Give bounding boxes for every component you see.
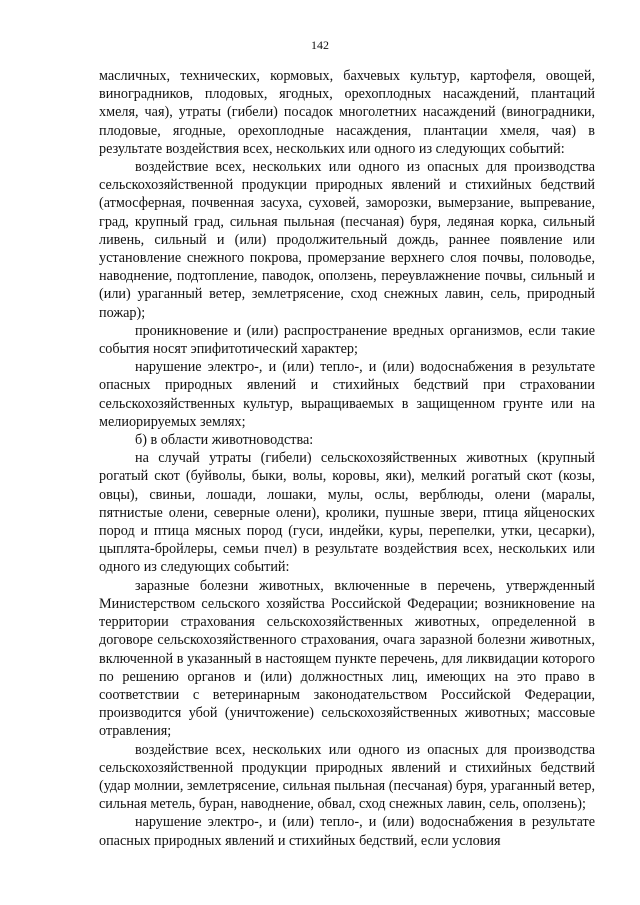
paragraph-utilities-livestock: нарушение электро-, и (или) тепло-, и (или) водоснабжения в результате опасных природных явлений и стихийных бедствий, если условия [99,814,595,849]
paragraph-animal-diseases: заразные болезни животных, включенные в перечень, утвержденный Министерством сельского хозяйства Российской Федерации; возникновение на территории страхования сельскохозяйственных животных, определенной в договоре сельскохозяйственного страхования, очага заразной болезни животных, включенной в указанный в настоящем пункте перечень, для ликвидации которого по решению органов и (или) должностных лиц, имеющих на это право в соответствии с ветеринарным законодательством Российской Федерации, производится убой (уничтожение) сельскохозяйственных животных; массовые отравления; [99,577,595,740]
page-number: 142 [311,38,329,52]
document-body [99,67,595,850]
paragraph-livestock-loss: на случай утраты (гибели) сельскохозяйственных животных (крупный рогатый скот (буйволы, быки, волы, коровы, яки), мелкий рогатый скот (козы, овцы), свиньи, лошади, лошаки, мулы, ослы, верблюды, олени (маралы, пятнистые олени, северные олени), кролики, пушные звери, птица яйценоских пород и птица мясных пород (гуси, индейки, куры, перепелки, утки, цесарки), цыплята-бройлеры, семьи пчел) в результате воздействия всех, нескольких или одного из следующих событий: [99,450,595,576]
paragraph-pests: проникновение и (или) распространение вредных организмов, если такие события носят эпифитотический характер; [99,322,595,358]
paragraph-livestock-heading: б) в области животноводства: [135,432,314,449]
paragraph-natural-hazards-crops: воздействие всех, нескольких или одного из опасных для производства сельскохозяйственной продукции природных явлений и стихийных бедствий (атмосферная, почвенная засуха, суховей, заморозки, вымерзание, выпревание, град, крупный град, сильная пыльная (песчаная) буря, ледяная корка, сильный ливень, сильный и (или) продолжительный дождь, раннее появление или установление снежного покрова, промерзание верхнего слоя почвы, половодье, наводнение, подтопление, паводок, оползень, переувлажнение почвы, сильный и (или) ураганный ветер, землетрясение, сход снежных лавин, сель, природный пожар); [99,159,595,321]
paragraph-continuation: масличных, технических, кормовых, бахчевых культур, картофеля, овощей, виноградников, плодовых, ягодных, орехоплодных насаждений, плантаций хмеля, чая), утраты (гибели) посадок многолетних насаждений (виноградники, плодовые, ягодные, орехоплодные насаждения, плантации хмеля, чая) в результате воздействия всех, нескольких или одного из следующих событий: [99,68,595,157]
paragraph-natural-hazards-livestock: воздействие всех, нескольких или одного из опасных для производства сельскохозяйственной продукции природных явлений и стихийных бедствий (удар молнии, землетрясение, сильная пыльная (песчаная) буря, ураганный ветер, сильная метель, буран, наводнение, обвал, сход снежных лавин, сель, оползень); [99,741,595,813]
paragraph-utilities-crops: нарушение электро-, и (или) тепло-, и (или) водоснабжения в результате опасных природных явлений и стихийных бедствий при страховании сельскохозяйственных культур, выращиваемых в защищенном грунте или на мелиорируемых землях; [99,359,595,430]
